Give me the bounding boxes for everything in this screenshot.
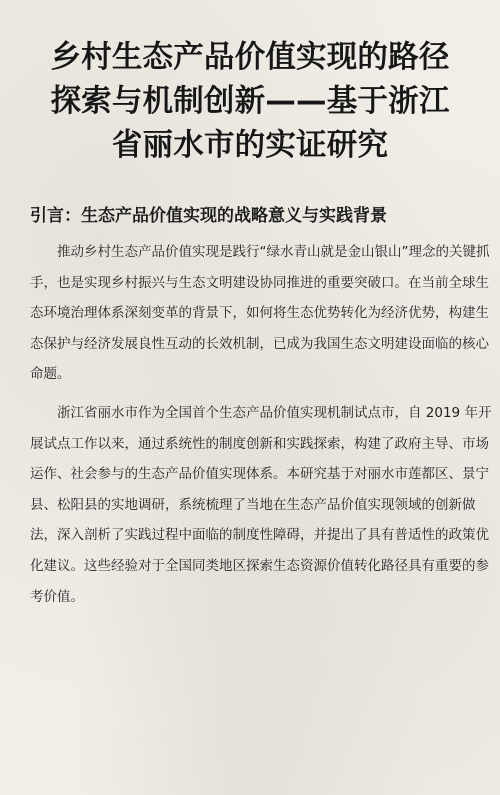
paragraph-line: 手，也是实现乡村振兴与生态文明建设协同推进的重要突破口。在当前全球生 <box>30 274 489 291</box>
paragraph-line: 推动乡村生态产品价值实现是践行“绿水青山就是金山银山”理念的关键抓 <box>57 244 490 260</box>
paragraph-line: 县、松阳县的实地调研，系统梳理了当地在生态产品价值实现领域的创新做 <box>30 496 476 513</box>
paragraph-line: 法，深入剖析了实践过程中面临的制度性障碍，并提出了具有普适性的政策优 <box>30 527 489 544</box>
title-line-1: 乡村生态产品价值实现的路径 <box>50 40 450 75</box>
paragraph-line: 化建议。这些经验对于全国同类地区探索生态资源价值转化路径具有重要的参 <box>30 557 489 574</box>
paragraph-line: 考价值。 <box>30 588 84 605</box>
paragraph-line: 态环境治理体系深刻变革的背景下，如何将生态优势转化为经济优势，构建生 <box>30 305 489 322</box>
paragraph-line: 命题。 <box>30 366 71 383</box>
document-title <box>30 36 470 168</box>
title-line-3: 省丽水市的实证研究 <box>111 128 389 163</box>
paragraph-1 <box>30 237 490 390</box>
title-line-2: 探索与机制创新——基于浙江 <box>50 84 450 119</box>
paragraph-line: 展试点工作以来，通过系统性的制度创新和实践探索，构建了政府主导、市场 <box>30 435 489 452</box>
paragraph-line: 运作、社会参与的生态产品价值实现体系。本研究基于对丽水市莲都区、景宁 <box>30 466 489 483</box>
paragraph-line: 态保护与经济发展良性互动的长效机制，已成为我国生态文明建设面临的核心 <box>30 335 489 352</box>
paragraph-2 <box>30 398 492 612</box>
section-heading: 引言：生态产品价值实现的战略意义与实践背景 <box>30 206 387 226</box>
paragraph-line: 浙江省丽水市作为全国首个生态产品价值实现机制试点市，自 2019 年开 <box>57 404 492 421</box>
